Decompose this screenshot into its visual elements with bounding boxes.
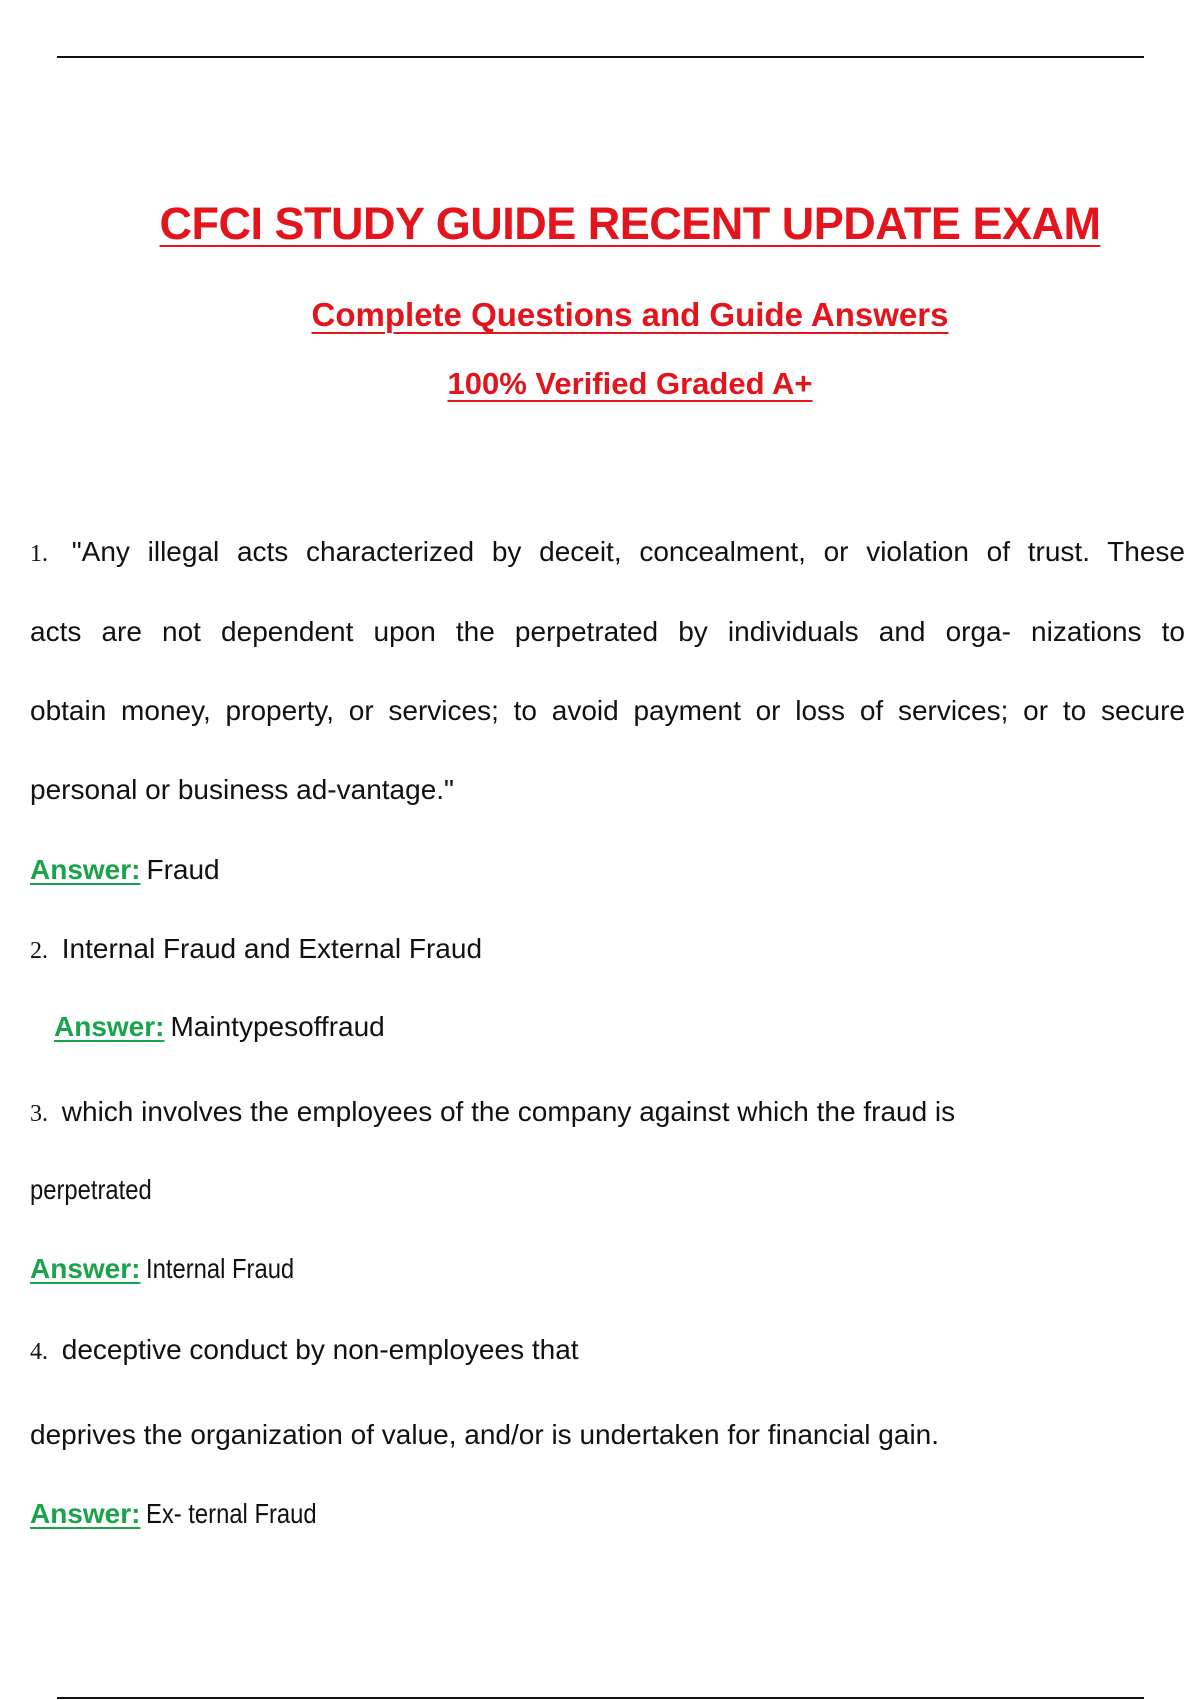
- question-2-line-1: [30, 931, 1185, 969]
- grade-label: 100% Verified Graded A+: [447, 366, 813, 401]
- question-2-text-1: Internal Fraud and External Fraud: [61, 933, 483, 964]
- page-subtitle: Complete Questions and Guide Answers: [311, 296, 949, 333]
- question-3-line-2: [30, 1172, 1185, 1208]
- bottom-rule: [57, 1697, 1144, 1699]
- question-4-answer-text: Ex- ternal Fraud: [146, 1498, 318, 1529]
- question-4-line-2: deprives the organization of value, and/or is undertaken for financial gain.: [30, 1419, 940, 1450]
- question-4-answer: [30, 1496, 1185, 1532]
- question-1-line-3: obtain money, property, or services; to avoid payment or loss of services; or to secure: [30, 695, 1185, 726]
- top-rule: [57, 56, 1144, 58]
- question-4-text-1: deceptive conduct by non-employees that: [61, 1334, 579, 1365]
- question-3-number: 3.: [30, 1101, 48, 1127]
- question-1-line-4: personal or business ad-vantage.": [30, 774, 454, 805]
- question-2-answer-text: Maintypesoffraud: [170, 1011, 385, 1042]
- question-4-number: 4.: [30, 1339, 48, 1365]
- answer-label: Answer:: [30, 1498, 141, 1529]
- question-3-text-1: which involves the employees of the company against which the fraud is: [61, 1096, 956, 1127]
- question-2-answer: [54, 1009, 1200, 1045]
- question-3-answer-text: Internal Fraud: [146, 1253, 295, 1284]
- question-4-line-1: [30, 1332, 1185, 1370]
- answer-label: Answer:: [54, 1011, 165, 1042]
- answer-label: Answer:: [30, 1253, 141, 1284]
- question-1-answer-text: Fraud: [146, 854, 220, 885]
- question-1-line-2: acts are not dependent upon the perpetrated by individuals and orga- nizations to: [30, 616, 1185, 647]
- question-1-text-1: "Any illegal acts characterized by deceit, concealment, or violation of trust. These: [71, 536, 1186, 567]
- question-3-line-1: [30, 1094, 1185, 1132]
- page-title: CFCI STUDY GUIDE RECENT UPDATE EXAM: [159, 198, 1101, 249]
- question-1-number: 1.: [30, 541, 48, 567]
- question-1-answer: [30, 852, 1185, 888]
- answer-label: Answer:: [30, 854, 141, 885]
- question-1-line-1: [30, 534, 1185, 572]
- question-3-answer: [30, 1251, 1185, 1287]
- question-2-number: 2.: [30, 938, 48, 964]
- question-3-text-2: perpetrated: [30, 1174, 152, 1205]
